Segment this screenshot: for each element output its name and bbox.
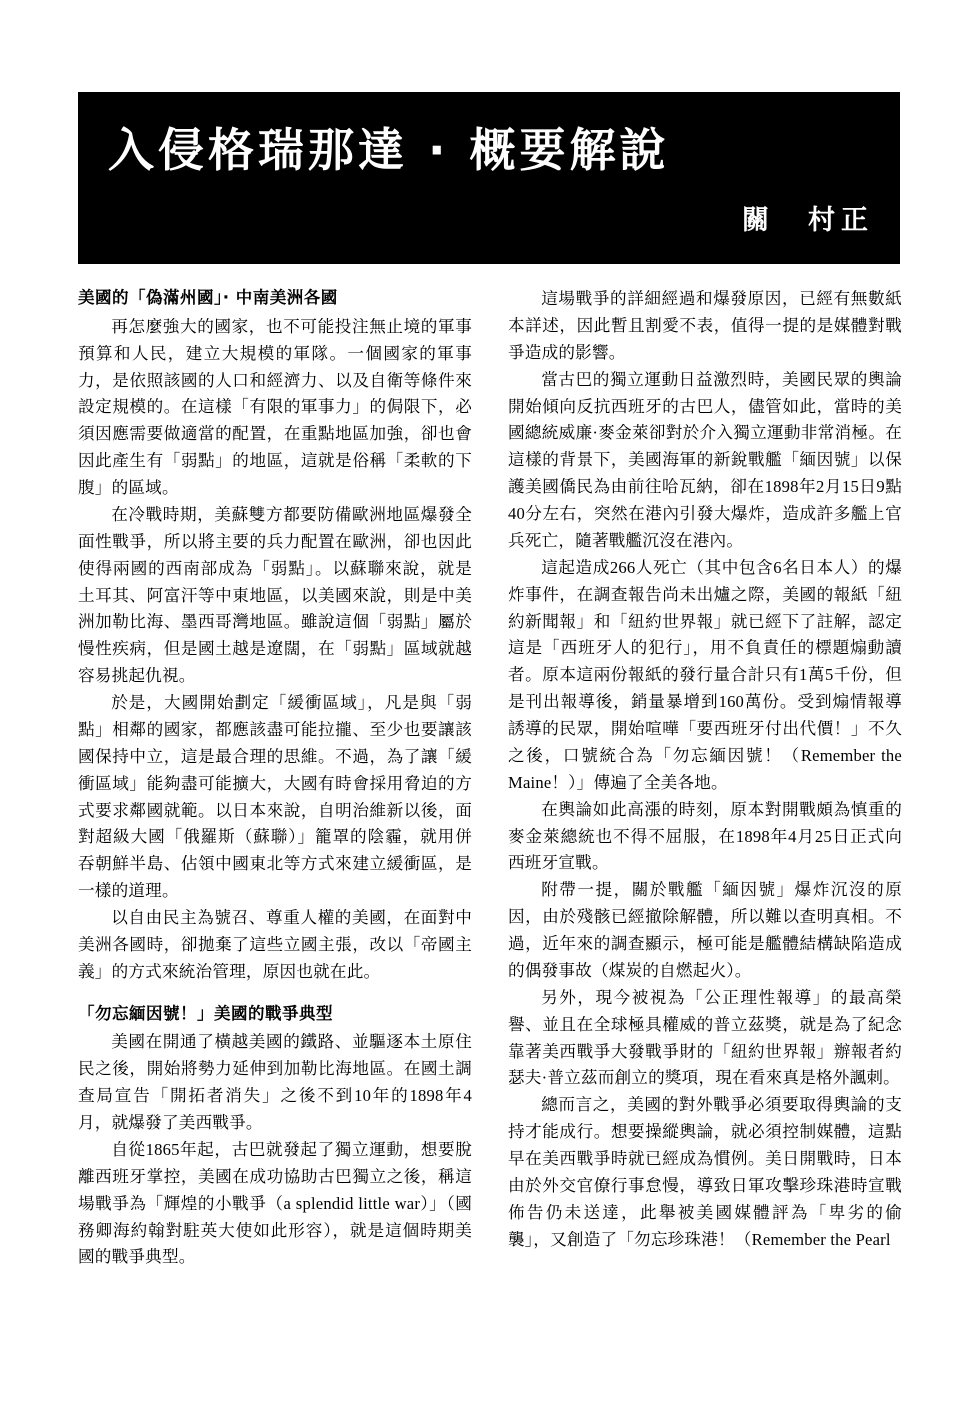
- author-name: 關 村正: [742, 205, 874, 236]
- article-body: [78, 286, 902, 1366]
- paragraph: 美國在開通了橫越美國的鐵路、並驅逐本土原住民之後，開始將勢力延伸到加勒比海地區。在國土調查局宣告「開拓者消失」之後不到10年的1898年4月，就爆發了美西戰爭。: [78, 1032, 472, 1132]
- paragraph: 於是，大國開始劃定「緩衝區域」，凡是與「弱點」相鄰的國家，都應該盡可能拉攏、至少也要讓該國保持中立，這是最合理的思維。不過，為了讓「緩衝區域」能夠盡可能擴大，大國有時會採用脅迫的方式要求鄰國就範。以日本來說，自明治維新以後，面對超級大國「俄羅斯（蘇聯）」籠罩的陰霾，就用併吞朝鮮半島、佔領中國東北等方式來建立緩衝區，是一樣的道理。: [78, 693, 472, 901]
- paragraph: 以自由民主為號召、尊重人權的美國，在面對中美洲各國時，卻拋棄了這些立國主張，改以「帝國主義」的方式來統治管理，原因也就在此。: [78, 908, 472, 981]
- section-heading: 「勿忘緬因號！」美國的戰爭典型: [78, 1003, 333, 1023]
- right-column: [508, 286, 902, 1366]
- paragraph: 自從1865年起，古巴就發起了獨立運動，想要脫離西班牙掌控，美國在成功協助古巴獨立之後，稱這場戰爭為「輝煌的小戰爭（a splendid little war）」（國務卿海約翰對駐英大使如此形容），就是這個時期美國的戰爭典型。: [78, 1139, 472, 1267]
- paragraph: 附帶一提，關於戰艦「緬因號」爆炸沉沒的原因，由於殘骸已經撤除解體，所以難以查明真相。不過，近年來的調查顯示，極可能是艦體結構缺陷造成的偶發事故（煤炭的自燃起火）。: [508, 880, 902, 980]
- paragraph: 這場戰爭的詳細經過和爆發原因，已經有無數紙本詳述，因此暫且割愛不表，值得一提的是媒體對戰爭造成的影響。: [508, 289, 902, 362]
- left-column: [78, 286, 472, 1366]
- paragraph: 當古巴的獨立運動日益激烈時，美國民眾的輿論開始傾向反抗西班牙的古巴人，儘管如此，當時的美國總統威廉·麥金萊卻對於介入獨立運動非常消極。在這樣的背景下，美國海軍的新銳戰艦「緬因號」以保護美國僑民為由前往哈瓦納，卻在1898年2月15日9點40分左右，突然在港內引發大爆炸，造成許多艦上官兵死亡，隨著戰艦沉沒在港內。: [508, 369, 902, 550]
- title-banner: [78, 92, 900, 264]
- paragraph: 再怎麼強大的國家，也不可能投注無止境的軍事預算和人民，建立大規模的軍隊。一個國家的軍事力，是依照該國的人口和經濟力、以及自衛等條件來設定規模的。在這樣「有限的軍事力」的侷限下，必須因應需要做適當的配置，在重點地區加強，卻也會因此產生有「弱點」的地區，這就是俗稱「柔軟的下腹」的區域。: [78, 316, 472, 497]
- section-heading: 美國的「偽滿州國」· 中南美洲各國: [78, 288, 338, 307]
- paragraph: 在冷戰時期，美蘇雙方都要防備歐洲地區爆發全面性戰爭，所以將主要的兵力配置在歐洲，卻也因此使得兩國的西南部成為「弱點」。以蘇聯來說，就是土耳其、阿富汗等中東地區，以美國來說，則是中美洲加勒比海、墨西哥灣地區。雖說這個「弱點」屬於慢性疾病，但是國土越是遼闊，在「弱點」區域就越容易挑起仇視。: [78, 504, 472, 686]
- paragraph: 這起造成266人死亡（其中包含6名日本人）的爆炸事件，在調查報告尚未出爐之際，美國的報紙「紐約新聞報」和「紐約世界報」就已經下了註解，認定這是「西班牙人的犯行」，用不負責任的標題煽動讀者。原本這兩份報紙的發行量合計只有1萬5千份，但是刊出報導後，銷量暴增到160萬份。受到煽情報導誘導的民眾，開始喧嘩「要西班牙付出代價！」不久之後，口號統合為「勿忘緬因號！（Remember the Maine！）」傳遍了全美各地。: [508, 557, 902, 792]
- paragraph: 另外，現今被視為「公正理性報導」的最高榮譽、並且在全球極具權威的普立茲獎，就是為了紀念靠著美西戰爭大發戰爭財的「紐約世界報」辦報者約瑟夫·普立茲而創立的獎項，現在看來真是格外諷刺。: [508, 987, 902, 1088]
- paragraph: 在輿論如此高漲的時刻，原本對開戰頗為慎重的麥金萊總統也不得不屈服，在1898年4月25日正式向西班牙宣戰。: [508, 799, 902, 873]
- page-title: 入侵格瑞那達 · 概要解說: [108, 123, 670, 177]
- paragraph: 總而言之，美國的對外戰爭必須要取得輿論的支持才能成行。想要操縱輿論，就必須控制媒體，這點早在美西戰爭時就已經成為慣例。美日開戰時，日本由於外交官僚行事怠慢，導致日軍攻擊珍珠港時宣戰佈告仍未送達，此舉被美國媒體評為「卑劣的偷襲」，又創造了「勿忘珍珠港！（Remember the Pearl: [508, 1095, 902, 1249]
